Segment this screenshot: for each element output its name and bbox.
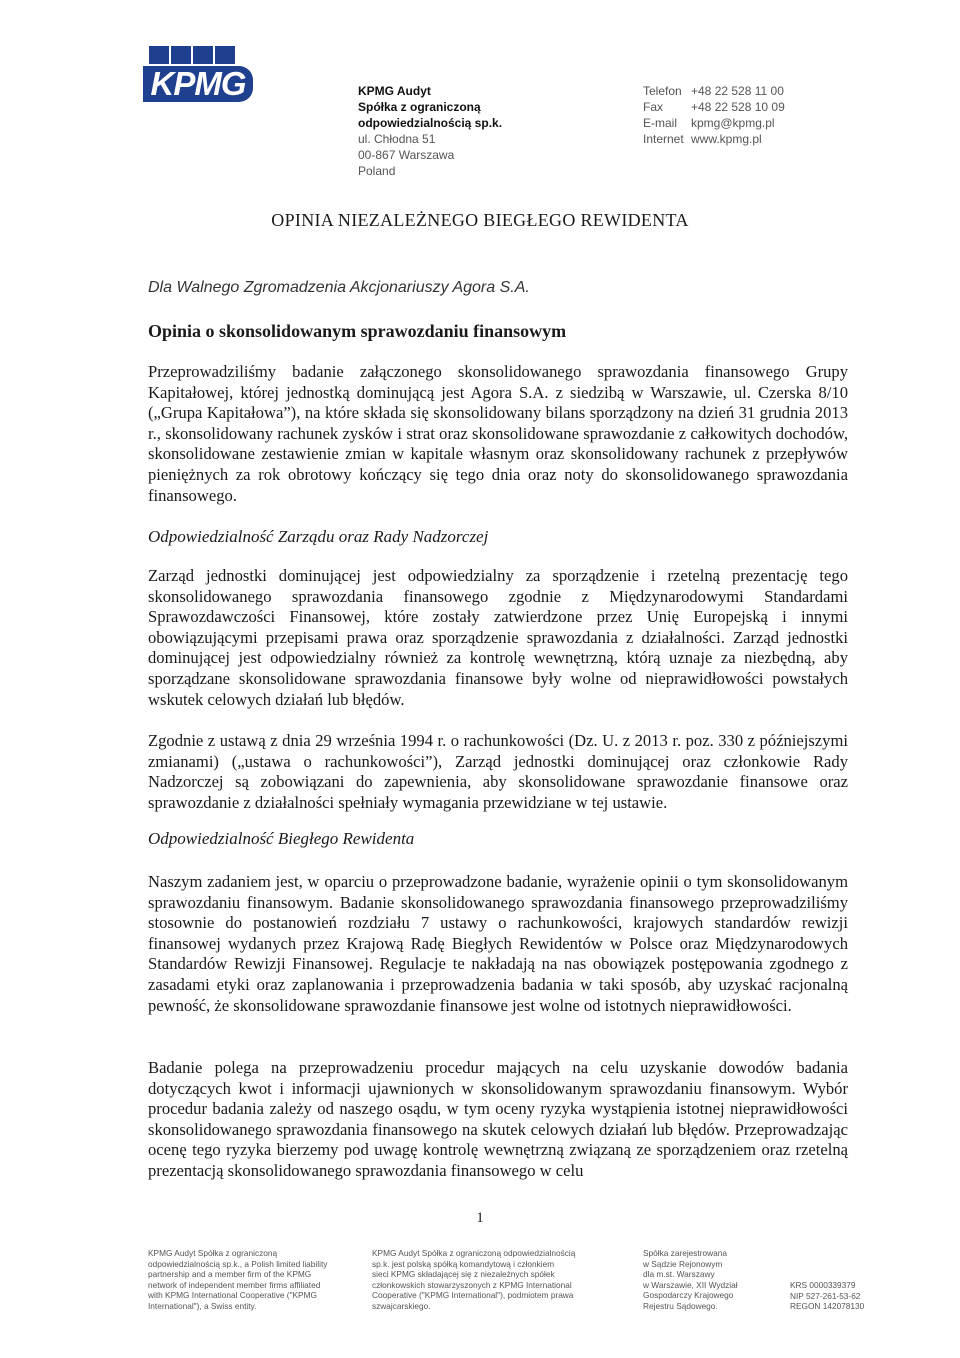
company-name-2: Spółka z ograniczoną — [358, 100, 481, 114]
address-line-3: Poland — [358, 164, 396, 178]
addressee: Dla Walnego Zgromadzenia Akcjonariuszy Agora S.A. — [148, 279, 530, 296]
management-heading: Odpowiedzialność Zarządu oraz Rady Nadzorczej — [148, 527, 489, 546]
footer-col-1: KPMG Audyt Spółka z ograniczoną odpowiedzialnością sp.k., a Polish limited liability partnership and a member firm of the KPMG network of independent member firms affiliated with KPMG International Cooperative ("KPMG International"), a Swiss entity. — [148, 1248, 328, 1311]
logo-wordmark: KPMG — [143, 66, 253, 102]
address-line-1: ul. Chłodna 51 — [358, 132, 436, 146]
company-block — [358, 83, 502, 179]
contact-email: E-mail kpmg@kpmg.pl — [643, 116, 775, 130]
auditor-heading: Odpowiedzialność Biegłego Rewidenta — [148, 829, 415, 848]
address-line-2: 00-867 Warszawa — [358, 148, 455, 162]
contact-fax: Fax +48 22 528 10 09 — [643, 100, 785, 114]
kpmg-logo — [143, 46, 253, 108]
paragraph-3: Zgodnie z ustawą z dnia 29 września 1994 r. o rachunkowości (Dz. U. z 2013 r. poz. 330 z późniejszymi zmianami) („ustawa o rachunkowości”), Zarząd jednostki dominującej oraz członkowie Rady Nadzorczej są zobowiązani do zapewnienia, aby skonsolidowane sprawozdanie finansowe oraz sprawozdanie z działalności spełniały wymagania przewidziane w tej ustawie. — [148, 731, 848, 812]
company-name-1: KPMG Audyt — [358, 84, 431, 98]
footer-col-3: Spółka zarejestrowana w Sądzie Rejonowym dla m.st. Warszawy w Warszawie, XII Wydział Gospodarczy Krajowego Rejestru Sądowego. — [643, 1248, 738, 1311]
paragraph-1: Przeprowadziliśmy badanie załączonego skonsolidowanego sprawozdania finansowego Grupy Kapitałowej, której jednostką dominującą jest Agora S.A. z siedzibą w Warszawie, ul. Czerska 8/10 („Grupa Kapitałowa”), na które składa się skonsolidowany bilans sporządzony na dzień 31 grudnia 2013 r., skonsolidowany rachunek zysków i strat oraz skonsolidowane sprawozdanie z całkowitych dochodów, skonsolidowane zestawienie zmian w kapitale własnym oraz skonsolidowany rachunek z przepływów pieniężnych za rok obrotowy kończący się tego dnia oraz noty do skonsolidowanego sprawozdania finansowego. — [148, 362, 848, 505]
page-number: 1 — [476, 1210, 484, 1226]
paragraph-5: Badanie polega na przeprowadzeniu procedur mających na celu uzyskanie dowodów badania dotyczących kwot i informacji ujawnionych w skonsolidowanym sprawozdaniu finansowym. Wybór procedur badania zależy od naszego osądu, w tym oceny ryzyka wystąpienia istotnej nieprawidłowości skonsolidowanego sprawozdania finansowego na skutek celowych działań lub błędów. Przeprowadzając ocenę tego ryzyka bierzemy pod uwagę kontrolę wewnętrzną związaną ze sporządzeniem oraz rzetelną prezentacją skonsolidowanego sprawozdania finansowego w celu — [148, 1058, 848, 1180]
contact-phone: Telefon +48 22 528 11 00 — [643, 84, 784, 98]
footer-col-4: KRS 0000339379 NIP 527-261-53-62 REGON 142078130 — [790, 1280, 865, 1312]
contact-internet: Internet www.kpmg.pl — [643, 132, 762, 146]
paragraph-2: Zarząd jednostki dominującej jest odpowiedzialny za sporządzenie i rzetelną prezentację tego skonsolidowanego sprawozdania finansowego zgodnie z Międzynarodowymi Standardami Sprawozdawczości Finansowej, które zostały zatwierdzone przez Unię Europejską i innymi obowiązującymi przepisami prawa oraz sporządzenie sprawozdania z działalności. Zarząd jednostki dominującej jest odpowiedzialny również za kontrolę wewnętrzną, którą uznaje za niezbędną, aby sporządzane skonsolidowane sprawozdania finansowe były wolne od nieprawidłowości powstałych wskutek celowych działań lub błędów. — [148, 566, 848, 709]
company-name-3: odpowiedzialnością sp.k. — [358, 116, 503, 130]
footer-col-2: KPMG Audyt Spółka z ograniczoną odpowiedzialnością sp.k. jest polską spółką komandytową i członkiem sieci KPMG składającej się z niezależnych spółek członkowskich stowarzyszonych z KPMG International Cooperative ("KPMG International"), podmiotem prawa szwajcarskiego. — [372, 1248, 576, 1311]
paragraph-4: Naszym zadaniem jest, w oparciu o przeprowadzone badanie, wyrażenie opinii o tym skonsolidowanym sprawozdaniu finansowym. Badanie skonsolidowanego sprawozdania finansowego przeprowadziliśmy stosownie do postanowień rozdziału 7 ustawy o rachunkowości, krajowych standardów rewizji finansowej wydanych przez Krajową Radę Biegłych Rewidentów w Polsce oraz Międzynarodowych Standardów Rewizji Finansowej. Regulacje te nakładają na nas obowiązek postępowania zgodnego z zasadami etyki oraz zaplanowania i przeprowadzenia badania w taki sposób, aby uzyskać racjonalną pewność, że skonsolidowane sprawozdanie finansowe jest wolne od istotnych nieprawidłowości. — [148, 872, 848, 1015]
document-title: OPINIA NIEZALEŻNEGO BIEGŁEGO REWIDENTA — [271, 210, 689, 230]
opinion-heading: Opinia o skonsolidowanym sprawozdaniu finansowym — [148, 321, 567, 341]
contact-block — [643, 83, 785, 147]
logo-boxes — [149, 46, 253, 64]
